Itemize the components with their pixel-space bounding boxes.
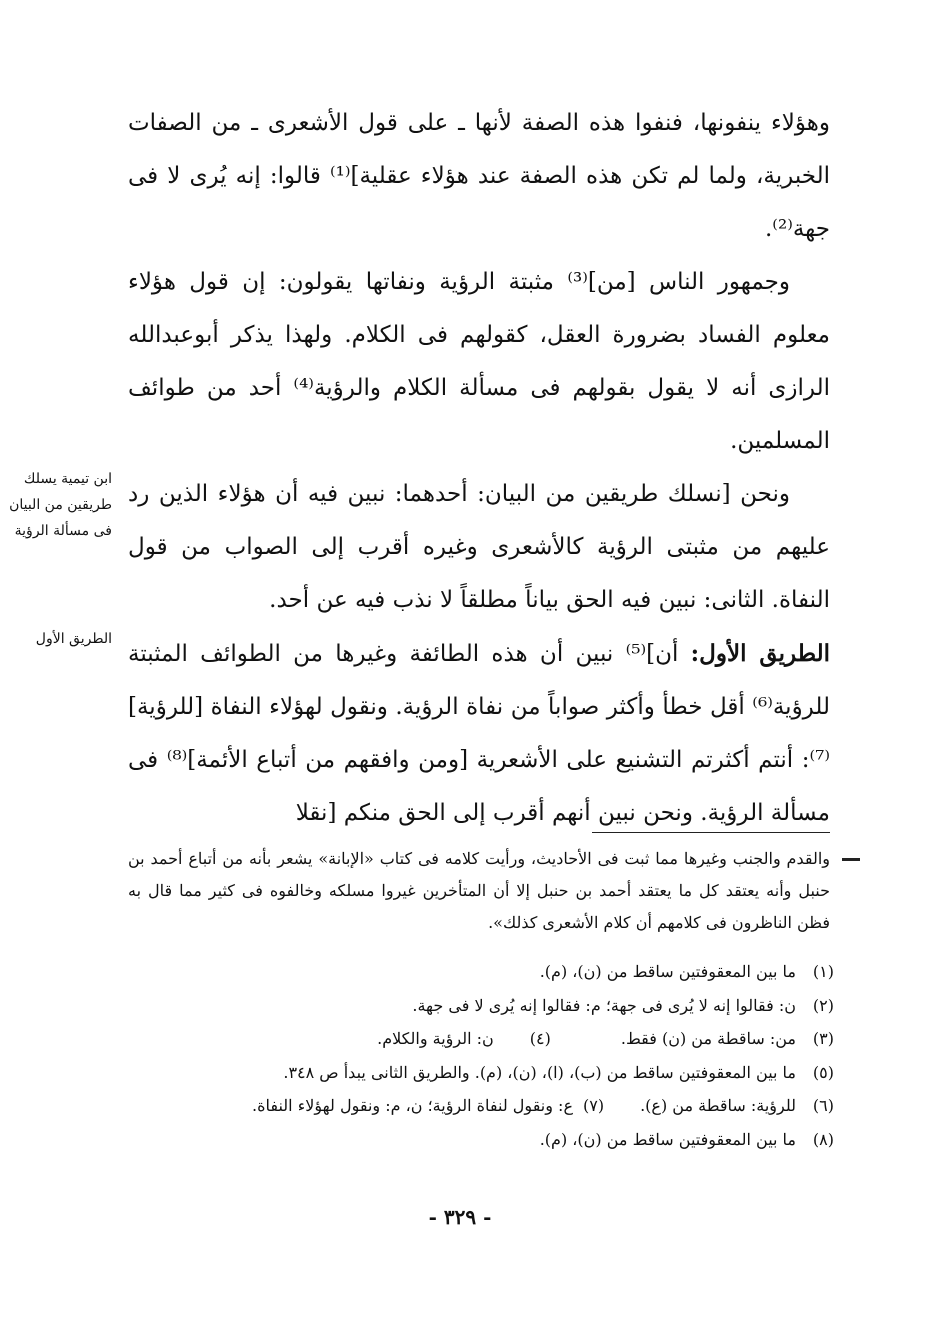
- footnote-number: (٦): [812, 1096, 834, 1115]
- paragraph-4: [128, 627, 830, 840]
- footnote-text: من: ساقطة من (ن) فقط.: [620, 1029, 796, 1048]
- footnote-text: ن: فقالوا إنه لا يُرى فى جهة؛ م: فقالوا إنه يُرى لا فى جهة.: [412, 995, 796, 1015]
- footnote-separator: [592, 832, 830, 833]
- footnote-1: [128, 955, 834, 989]
- footnote-text: ن: الرؤية والكلام.: [377, 1029, 494, 1048]
- footnote-number: (٢): [812, 995, 834, 1015]
- footnote-number: (٧): [583, 1096, 605, 1115]
- footnote-text: للرؤية: ساقطة من (ع).: [640, 1096, 796, 1115]
- section-heading-first-path: الطريق الأول:: [690, 640, 830, 667]
- footnote-2: [128, 989, 834, 1023]
- footnote-6-7: [128, 1089, 834, 1123]
- main-text: [128, 97, 830, 840]
- footnote-text: ما بين المعقوفتين ساقط من (ب)، (ا)، (ن)، (م). والطريق الثانى يبدأ ص ٣٤٨.: [283, 1062, 796, 1082]
- footnote-number: (١): [812, 962, 834, 981]
- footnote-5: [128, 1056, 834, 1090]
- margin-note-two-paths: ابن تيمية يسلك طريقين من البيان فى مسألة الرؤية: [9, 471, 112, 539]
- footnotes: [128, 955, 834, 1156]
- footnote-carryover: والقدم والجنب وغيرها مما ثبت فى الأحاديث، ورأيت كلامه فى كتاب «الإبانة» يشعر بأنه من أتباع أحمد بن حنبل وأنه يعتقد كل ما يعتقد أحمد بن حنبل إلا أن المتأخرين غيروا مسلكه وخالفوه فى كثير مما قال به فظن الناظرون فى كلامهم أن كلام الأشعرى كذلك».: [128, 849, 830, 932]
- footnote-3-4: [128, 1022, 834, 1056]
- footnote-number: (٨): [812, 1129, 834, 1149]
- footnote-text: ع: ونقول لنفاة الرؤية؛ ن، م: ونقول لهؤلاء النفاة.: [252, 1096, 573, 1115]
- paragraph-3: ونحن [نسلك طريقين من البيان: أحدهما: نبين فيه أن هؤلاء الذين رد عليهم من مثبتى الرؤية كالأشعرى وغيره أقرب إلى الصواب من قول النفاة. الثانى: نبين فيه الحق بياناً مطلقاً لا نذب فيه عن أحد.: [128, 481, 830, 613]
- footnote-text: ما بين المعقوفتين ساقط من (ن)، (م).: [539, 962, 796, 981]
- footnote-number: (٥): [812, 1062, 834, 1082]
- continuation-mark: [842, 858, 860, 861]
- footnote-number: (٣): [812, 1029, 834, 1048]
- footnote-8: [128, 1123, 834, 1157]
- paragraph-1: وهؤلاء ينفونها، فنفوا هذه الصفة لأنها ـ على قول الأشعرى ـ من الصفات الخبرية، ولما لم تكن هذه الصفة عند هؤلاء عقلية]⁽¹⁾ قالوا: إنه يُرى لا فى جهة⁽²⁾.: [128, 110, 830, 242]
- margin-note-first-path: الطريق الأول: [35, 631, 112, 647]
- footnote-number: (٤): [529, 1029, 551, 1048]
- paragraph-4-text: أن]⁽⁵⁾ نبين أن هذه الطائفة وغيرها من الطوائف المثبتة للرؤية⁽⁶⁾ أقل خطأ وأكثر صواباً من نفاة الرؤية. ونقول لهؤلاء النفاة [للرؤية]⁽⁷⁾: أنتم أكثرتم التشنيع على الأشعرية [ومن وافقهم من أتباع الأئمة]⁽⁸⁾ فى مسألة الرؤية. ونحن نبين أنهم أقرب إلى الحق منكم [نقلا: [128, 641, 831, 826]
- paragraph-2: وجمهور الناس [من]⁽³⁾ مثبتة الرؤية ونفاتها يقولون: إن قول هؤلاء معلوم الفساد بضرورة العقل، كقولهم فى الكلام. ولهذا يذكر أبوعبدالله الرازى أنه لا يقول بقولهم فى مسألة الكلام والرؤية⁽⁴⁾ أحد من طوائف المسلمين.: [128, 269, 830, 454]
- footnote-text: ما بين المعقوفتين ساقط من (ن)، (م).: [539, 1129, 796, 1149]
- page-number: - ٣٢٩ -: [428, 1205, 492, 1229]
